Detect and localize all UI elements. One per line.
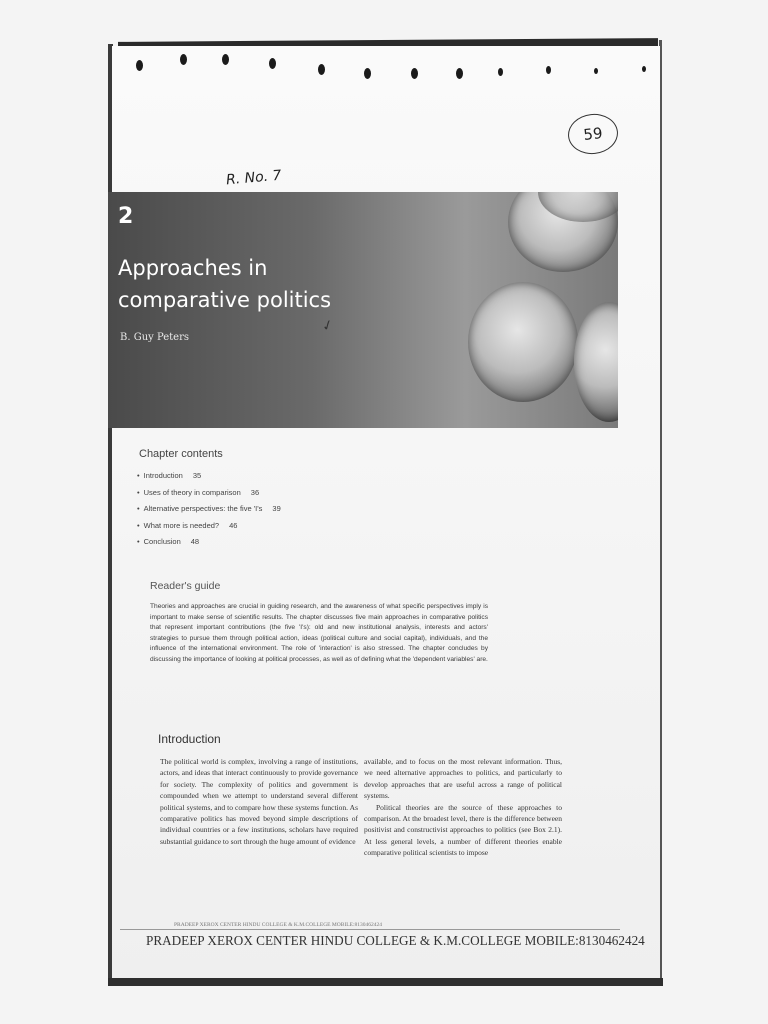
bullet-icon: • (137, 487, 140, 497)
footer-stamp-small: PRADEEP XEROX CENTER HINDU COLLEGE & K.M.COLLEGE MOBILE:8130462424 (174, 922, 383, 928)
readers-guide-text: Theories and approaches are crucial in guiding research, and the awareness of what specific perspectives imply is important to make sense of scientific results. The chapter discusses five main approaches in comparative politics that represent important contributions (the five 'I's): old and new institutional analysis, interests and actors' strategies to pursue them through political action, ideas (political culture and social capital), individuals, and the influence of the international environment. The role of 'interaction' is also stressed. The chapter concludes by discussing the importance of looking at political processes, as well as of defining what the 'dependent variables' are. (150, 603, 488, 663)
contents-item-label: Uses of theory in comparison (143, 487, 241, 497)
introduction-column-left (160, 756, 358, 847)
punch-hole (546, 66, 551, 74)
chapter-title: Approaches in comparative politics (118, 256, 332, 312)
handwritten-roll-no: R. No. 7 (225, 167, 283, 189)
handwritten-tick-icon: ✓ (319, 316, 337, 336)
contents-item (137, 518, 281, 535)
contents-item (137, 468, 281, 485)
contents-item-page: 36 (250, 487, 260, 497)
contents-item-page: 39 (272, 504, 281, 513)
punch-hole (180, 54, 187, 65)
punch-hole (498, 68, 503, 76)
introduction-column-right (364, 756, 562, 859)
bullet-icon: • (137, 471, 140, 480)
handwritten-page-number: 59 (566, 111, 620, 156)
scan-edge-bottom (108, 978, 663, 986)
contents-item-page: 48 (190, 537, 200, 546)
footer-rule (120, 929, 620, 930)
punch-hole (136, 60, 143, 71)
readers-guide-heading: Reader's guide (150, 580, 221, 592)
contents-item-label: Alternative perspectives: the five 'I's (143, 504, 263, 513)
punch-hole (642, 66, 646, 72)
chapter-banner (108, 192, 618, 428)
punch-hole (318, 64, 325, 75)
body-paragraph: The political world is complex, involving a range of institutions, actors, and ideas that interact continuously to provide governance for society. The complexity of politics and government is compounded when we attempt to understand several different political systems, and to compare how these systems function. As comparative politics has moved beyond simple descriptions of individual countries or a few institutions, scholars have required substantial guidance to sort through the huge amount of evidence (160, 757, 358, 846)
punch-hole (456, 68, 463, 79)
punch-hole (594, 68, 598, 74)
contents-item-page: 46 (229, 520, 238, 530)
bullet-icon: • (137, 504, 140, 513)
chapter-number: 2 (118, 204, 134, 229)
body-paragraph: Political theories are the source of these approaches to comparison. At the broadest level, there is the difference between positivist and constructivist approaches to politics (see Box 2.1). At less general levels, a number of different theories enable comparative political scientists to impose (364, 802, 562, 858)
chapter-author: B. Guy Peters (120, 332, 190, 343)
contents-item (137, 534, 281, 551)
bullet-icon: • (137, 537, 140, 546)
introduction-heading: Introduction (158, 732, 221, 746)
punch-hole (222, 54, 229, 65)
contents-item (137, 501, 281, 518)
footer-stamp: PRADEEP XEROX CENTER HINDU COLLEGE & K.M.COLLEGE MOBILE:8130462424 (146, 933, 645, 948)
contents-heading: Chapter contents (139, 448, 223, 460)
banner-bowl-image (574, 302, 618, 422)
body-paragraph: available, and to focus on the most relevant information. Thus, we need alternative approaches to politics, and particularly to develop approaches that are useful across a range of political systems. (364, 757, 562, 801)
bullet-icon: • (137, 520, 140, 530)
banner-bowl-image (468, 282, 578, 402)
punch-hole (364, 68, 371, 79)
contents-list (137, 468, 281, 551)
contents-item-label: Introduction (143, 471, 183, 480)
contents-item (137, 485, 281, 502)
punch-hole (411, 68, 418, 79)
contents-item-label: What more is needed? (143, 520, 220, 530)
contents-item-label: Conclusion (143, 537, 181, 546)
contents-item-page: 35 (192, 471, 202, 480)
punch-hole (269, 58, 276, 69)
